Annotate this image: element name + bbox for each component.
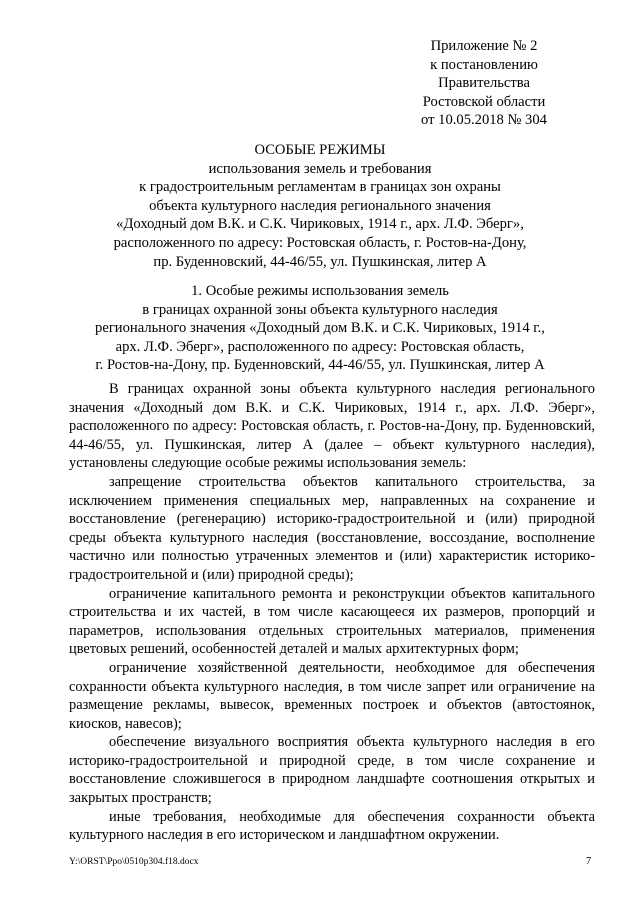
section-heading <box>70 282 570 375</box>
section-line: арх. Л.Ф. Эберг», расположенного по адресу: Ростовская область, <box>115 338 525 355</box>
section-line: регионального значения «Доходный дом В.К. и С.К. Чириковых, 1914 г., <box>95 320 545 337</box>
title-line: расположенного по адресу: Ростовская область, г. Ростов-на-Дону, <box>113 234 527 251</box>
section-line: в границах охранной зоны объекта культурного наследия <box>142 301 498 318</box>
appendix-line: Приложение № 2 <box>430 38 538 54</box>
title-heading: ОСОБЫЕ РЕЖИМЫ <box>254 142 386 158</box>
appendix-line: Ростовской области <box>422 93 546 110</box>
title-line: пр. Буденновский, 44-46/55, ул. Пушкинская, литер А <box>153 253 487 270</box>
body-paragraph: ограничение хозяйственной деятельности, необходимое для обеспечения сохранности объекта культурного наследия, в том числе запрет или ограничение на размещение рекламы, вывесок, временных построек и объектов (автостоянок, киосков, навесов); <box>69 659 595 732</box>
title-line: «Доходный дом В.К. и С.К. Чириковых, 1914 г., арх. Л.Ф. Эберг», <box>116 216 524 233</box>
appendix-line: Правительства <box>438 75 530 92</box>
body-paragraph: запрещение строительства объектов капитального строительства, за исключением применения специальных мер, направленных на сохранение и восстановление (регенерацию) историко-градостроительной и (или) природной среды объекта культурного наследия (восстановление, воссоздание, восполнение частично или полностью утраченных элементов и (или) характеристик историко-градостроительной и (или) природной среды); <box>69 473 595 583</box>
title-line: использования земель и требования <box>208 160 432 177</box>
appendix-line: к постановлению <box>430 56 538 73</box>
body-text <box>69 380 595 845</box>
body-paragraph: обеспечение визуального восприятия объекта культурного наследия в его историко-градостроительной и природной среде, в том числе сохранение и восстановление сложившегося в природном ландшафте соотношения открытых и закрытых пространств; <box>69 734 595 807</box>
footer-page-number: 7 <box>586 856 592 867</box>
body-paragraph: иные требования, необходимые для обеспечения сохранности объекта культурного наследия в его историческом и ландшафтном окружении. <box>69 808 595 844</box>
section-line: г. Ростов-на-Дону, пр. Буденновский, 44-46/55, ул. Пушкинская, литер А <box>95 357 545 374</box>
appendix-block <box>380 37 588 130</box>
body-paragraph: В границах охранной зоны объекта культурного наследия регионального значения «Доходный дом В.К. и С.К. Чириковых, 1914 г., арх. Л.Ф. Эберг», расположенного по адресу: Ростовская область, г. Ростов-на-Дону, пр. Буденновский, 44-46/55, ул. Пушкинская, литер А (далее – объект культурного наследия), установлены следующие особые режимы использования земель: <box>69 381 595 472</box>
body-paragraph: ограничение капитального ремонта и реконструкции объектов капитального строительства и их частей, в том числе касающееся их размеров, пропорций и параметров, использования отдельных строительных материалов, применения цветовых решений, особенностей деталей и малых архитектурных форм; <box>69 585 595 658</box>
appendix-line: от 10.05.2018 № 304 <box>421 112 547 129</box>
title-line: объекта культурного наследия регионального значения <box>149 197 491 214</box>
section-line: 1. Особые режимы использования земель <box>191 283 449 299</box>
footer-file-path: Y:\ORST\Ppo\0510p304.f18.docx <box>69 857 199 867</box>
title-line: к градостроительным регламентам в границах зон охраны <box>139 179 501 196</box>
document-title <box>70 141 570 271</box>
